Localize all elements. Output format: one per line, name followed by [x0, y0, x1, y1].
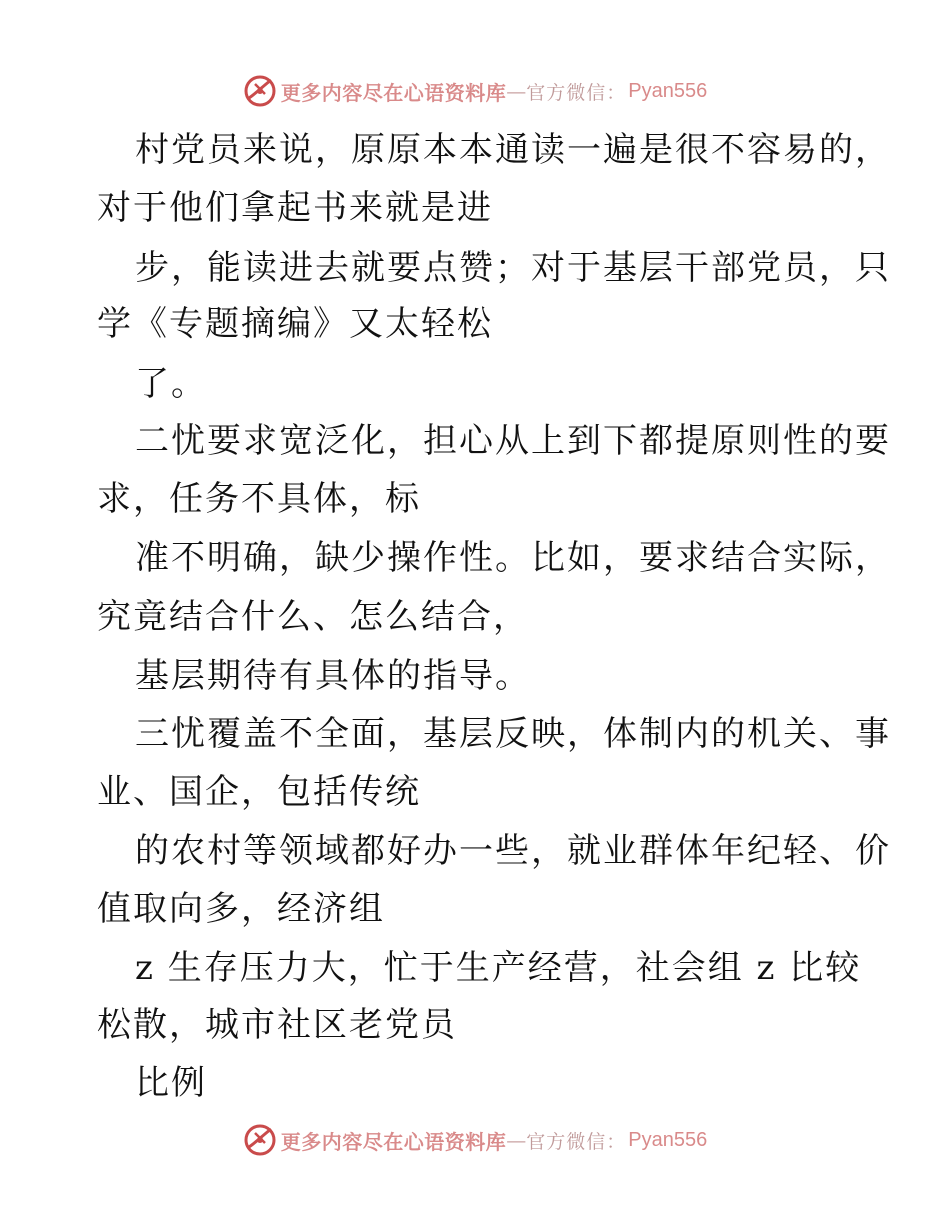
text-line: 业、国企，包括传统	[97, 772, 421, 812]
logo-icon	[243, 74, 277, 108]
watermark-title: 更多内容尽在心语资料库	[280, 1129, 507, 1154]
text-line: 对于他们拿起书来就是进	[97, 188, 493, 228]
watermark-wechat-id: Pyan556	[628, 1128, 708, 1151]
text-line: 值取向多，经济组	[97, 889, 385, 929]
text-line: 基层期待有具体的指导。	[135, 656, 531, 696]
text-line: 了。	[135, 364, 207, 404]
text-line: 村党员来说，原原本本通读一遍是很不容易的，	[135, 130, 891, 170]
watermark-dash: —	[506, 1128, 527, 1152]
text-line: 二忧要求宽泛化，担心从上到下都提原则性的要	[135, 421, 891, 461]
watermark-title: 更多内容尽在心语资料库	[280, 80, 507, 105]
watermark-official-label: 官方微信：	[526, 81, 627, 104]
text-line: 准不明确，缺少操作性。比如，要求结合实际，	[135, 538, 891, 578]
text-line: 比例	[135, 1063, 207, 1103]
text-line: 的农村等领域都好办一些，就业群体年纪轻、价	[135, 831, 891, 871]
text-line: 求，任务不具体，标	[97, 479, 421, 519]
watermark-wechat-id: Pyan556	[628, 79, 708, 102]
text-line: 学《专题摘编》又太轻松	[97, 304, 493, 344]
text-line: z 生存压力大，忙于生产经营，社会组 z 比较	[135, 948, 862, 988]
text-line: 步，能读进去就要点赞；对于基层干部党员，只	[135, 248, 891, 288]
watermark-official-label: 官方微信：	[526, 1130, 627, 1153]
text-line: 三忧覆盖不全面，基层反映，体制内的机关、事	[135, 714, 891, 754]
footer-watermark	[0, 1122, 950, 1158]
text-line: 松散，城市社区老党员	[97, 1005, 457, 1045]
text-line: 究竟结合什么、怎么结合，	[97, 597, 529, 637]
logo-icon	[243, 1123, 277, 1157]
watermark-dash: —	[506, 79, 527, 103]
header-watermark	[0, 73, 950, 109]
